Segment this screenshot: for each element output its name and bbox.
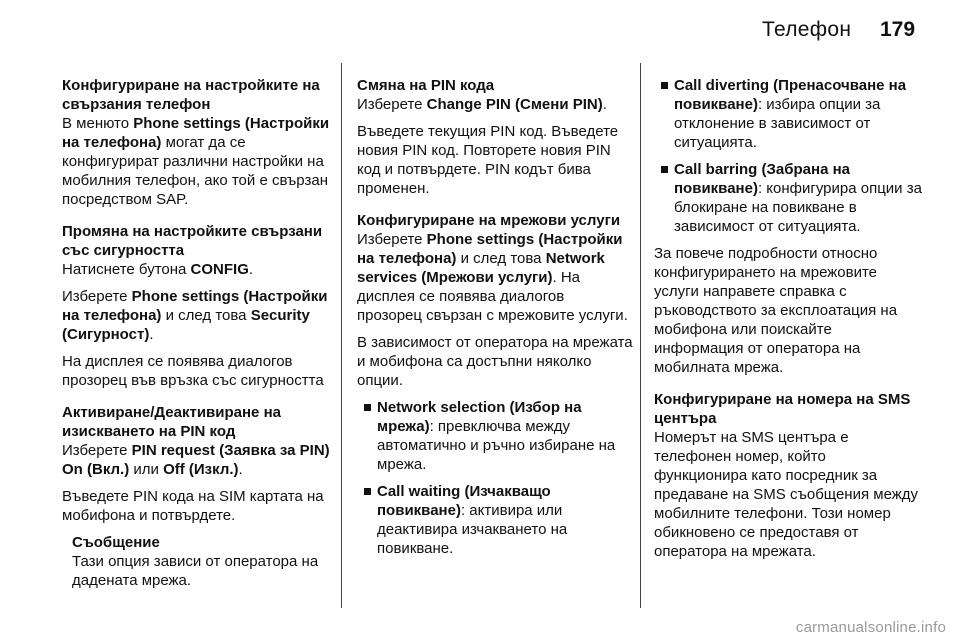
text: Изберете — [62, 442, 132, 459]
section-network-services — [357, 211, 633, 558]
watermark: carmanualsonline.info — [795, 619, 946, 636]
note-text: Тази опция зависи от оператора на дадената мрежа. — [72, 553, 319, 589]
paragraph: На дисплея се появява диалогов прозорец във връзка със сигурността — [62, 353, 324, 389]
menu-term: Off (Изкл.) — [163, 461, 239, 478]
text: . На дисплея се появява диалогов прозорец свързан с мрежовите услуги. — [357, 269, 628, 324]
text: Натиснете бутона — [62, 261, 191, 278]
text: Изберете — [357, 231, 427, 248]
text: . — [602, 96, 607, 113]
column-1 — [62, 76, 332, 603]
section-change-pin — [357, 76, 633, 198]
section-heading: Конфигуриране на настройките на свързания телефон — [62, 77, 320, 113]
option-term: Network selection (Избор на мрежа) — [377, 399, 582, 435]
section-heading: Активиране/Деактивиране на изискването на PIN код — [62, 404, 281, 440]
paragraph — [357, 95, 633, 114]
section-sms-center — [654, 390, 922, 561]
bullet-network-selection — [357, 398, 633, 474]
section-more-info — [654, 244, 922, 377]
option-term: Call waiting (Изчакващо повикване) — [377, 483, 551, 519]
section-heading: Промяна на настройките свързани със сигурността — [62, 223, 323, 259]
text: : избира опции за отклонение в зависимост от ситуацията. — [674, 96, 881, 151]
text: и след това — [161, 307, 251, 324]
menu-term: Phone settings (Настройки на телефона) — [357, 231, 623, 267]
bullet-call-barring — [654, 160, 922, 236]
text: Изберете — [62, 288, 132, 305]
menu-term: Change PIN (Смени PIN) — [426, 96, 603, 113]
text: или — [129, 461, 164, 478]
paragraph: В зависимост от оператора на мрежата и мобифона са достъпни няколко опции. — [357, 334, 633, 389]
option-term: Call diverting (Пренасочване на повикване) — [674, 77, 907, 113]
menu-term: PIN request (Заявка за PIN) On (Вкл.) — [62, 442, 330, 478]
column-divider-2 — [640, 63, 641, 608]
paragraph — [62, 114, 332, 209]
section-connected-phone-settings — [62, 76, 332, 209]
paragraph — [62, 441, 332, 479]
page-number: 179 — [880, 18, 916, 41]
bullet-call-waiting — [357, 482, 633, 558]
paragraph — [62, 260, 332, 279]
page-title: Телефон — [762, 18, 852, 41]
note-heading: Съобщение — [72, 534, 160, 551]
column-2 — [357, 76, 633, 571]
note-box — [72, 533, 332, 590]
text: . — [149, 326, 154, 343]
text: : превключва между автоматично и ръчно избиране на мрежа. — [377, 418, 616, 473]
paragraph: За повече подробности относно конфигурирането на мрежовите услуги направете справка с ръководството за експлоатация на мобифона или поискайте информация от оператора на мобилната мрежа. — [654, 245, 898, 376]
menu-term: Phone settings (Настройки на телефона) — [62, 288, 328, 324]
text: . — [248, 261, 254, 278]
menu-term: Phone settings (Настройки на телефона) — [62, 115, 330, 151]
text: : конфигурира опции за блокиране на повикване в зависимост от ситуацията. — [674, 180, 922, 235]
section-heading: Смяна на PIN кода — [357, 77, 495, 94]
paragraph — [357, 230, 633, 325]
text: : активира или деактивира изчакването на повикване. — [377, 502, 568, 557]
text: В менюто — [62, 115, 134, 132]
option-term: Call barring (Забрана на повикване) — [674, 161, 850, 197]
button-term: CONFIG — [190, 261, 249, 278]
section-heading: Конфигуриране на номера на SMS центъра — [654, 391, 911, 427]
paragraph: Въведете текущия PIN код. Въведете новия PIN код. Повторете новия PIN код и потвърдете. PIN кодът бива променен. — [357, 123, 619, 197]
text: и след това — [456, 250, 546, 267]
column-3 — [654, 76, 922, 574]
section-heading: Конфигуриране на мрежови услуги — [357, 212, 621, 229]
page-header — [0, 0, 960, 60]
bullet-call-diverting — [654, 76, 922, 152]
text: . — [238, 461, 243, 478]
paragraph: Номерът на SMS центъра е телефонен номер, който функционира като посредник за предаване на SMS съобщения между мобилните телефони. Този номер обикновено се предоставя от оператора на мрежата. — [654, 429, 919, 560]
menu-term: Network services (Мрежови услуги) — [357, 250, 605, 286]
menu-term: Security (Сигурност) — [62, 307, 310, 343]
section-security-settings — [62, 222, 332, 390]
text: Изберете — [357, 96, 427, 113]
column-divider-1 — [341, 63, 342, 608]
paragraph — [62, 287, 332, 344]
paragraph: Въведете PIN кода на SIM картата на мобифона и потвърдете. — [62, 488, 324, 524]
section-pin-request — [62, 403, 332, 590]
text: могат да се конфигурират различни настройки на мобилния телефон, ако той е свързан посредством SAP. — [62, 134, 328, 208]
